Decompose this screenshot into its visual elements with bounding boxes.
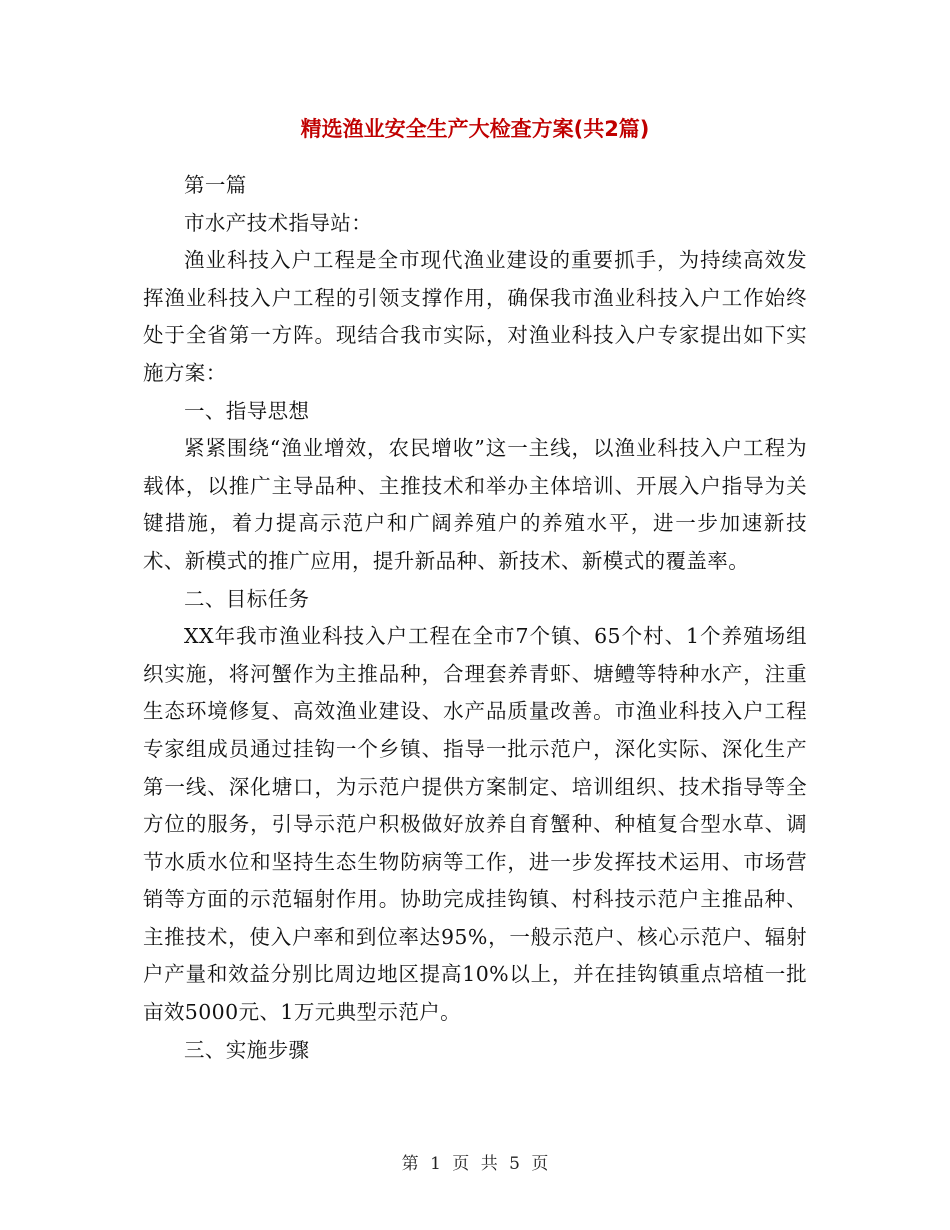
footer-page-word: 页 — [452, 1154, 470, 1174]
paragraph-addressee: 市水产技术指导站： — [184, 210, 373, 235]
footer-total-pages: 5 — [509, 1154, 520, 1174]
heading-implementation-steps: 三、实施步骤 — [184, 1037, 310, 1062]
page-footer — [0, 1152, 950, 1176]
heading-guiding-ideology: 一、指导思想 — [184, 398, 310, 423]
paragraph-section-label: 第一篇 — [184, 173, 247, 197]
footer-page-number: 1 — [430, 1154, 441, 1174]
document-body — [143, 167, 807, 1069]
heading-goals-tasks: 二、目标任务 — [184, 586, 310, 611]
footer-of-word: 共 — [480, 1154, 498, 1174]
paragraph-goals-tasks: XX年我市渔业科技入户工程在全市7个镇、65个村、1个养殖场组织实施，将河蟹作为主推品种，合理套养青虾、塘鳢等特种水产，注重生态环境修复、高效渔业建设、水产品质量改善。市渔业科技入户工程专家组成员通过挂钩一个乡镇、指导一批示范户，深化实际、深化生产第一线、深化塘口，为示范户提供方案制定、培训组织、技术指导等全方位的服务，引导示范户积极做好放养自育蟹种、种植复合型水草、调节水质水位和坚持生态生物防病等工作，进一步发挥技术运用、市场营销等方面的示范辐射作用。协助完成挂钩镇、村科技示范户主推品种、主推技术，使入户率和到位率达95%，一般示范户、核心示范户、辐射户产量和效益分别比周边地区提高10%以上，并在挂钩镇重点培植一批亩效5000元、1万元典型示范户。 — [143, 624, 807, 1025]
footer-suffix: 页 — [531, 1154, 549, 1174]
paragraph-intro: 渔业科技入户工程是全市现代渔业建设的重要抓手，为持续高效发挥渔业科技入户工程的引领支撑作用，确保我市渔业科技入户工作始终处于全省第一方阵。现结合我市实际，对渔业科技入户专家提出如下实施方案： — [143, 248, 807, 385]
footer-prefix: 第 — [401, 1154, 419, 1174]
document-title: 精选渔业安全生产大检查方案(共2篇) — [300, 117, 650, 141]
paragraph-guiding-ideology: 紧紧围绕“渔业增效，农民增收”这一主线，以渔业科技入户工程为载体，以推广主导品种、主推技术和举办主体培训、开展入户指导为关键措施，着力提高示范户和广阔养殖户的养殖水平，进一步加速新技术、新模式的推广应用，提升新品种、新技术、新模式的覆盖率。 — [143, 436, 807, 573]
